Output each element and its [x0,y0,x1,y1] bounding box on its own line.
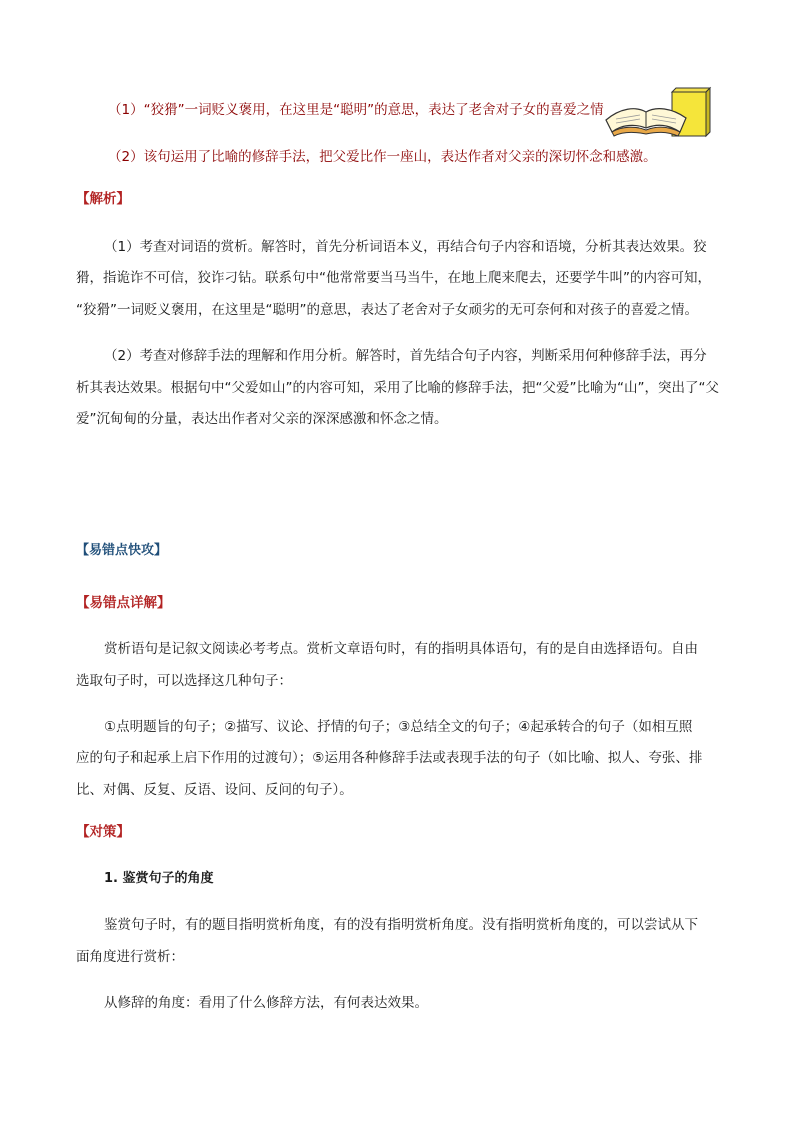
strategy-heading: 【对策】 [76,824,130,840]
intro-line-1: 赏析语句是记叙文阅读必考考点。赏析文章语句时，有的指明具体语句，有的是自由选择语句。自由 [104,641,698,657]
rhetoric-line: 从修辞的角度：看用了什么修辞方法，有何表达效果。 [104,995,428,1011]
analysis-heading: 【解析】 [76,191,130,207]
analysis-p2-line-3: 爱”沉甸甸的分量，表达出作者对父亲的深深感激和怀念之情。 [76,411,448,427]
open-book-icon [602,86,714,142]
types-line-2: 应的句子和起承上启下作用的过渡句）；⑤运用各种修辞手法或表现手法的句子（如比喻、拟人、夸张、排 [76,750,703,766]
angle-sub-heading: 1. 鉴赏句子的角度 [104,871,214,886]
analysis-p2-line-2: 析其表达效果。根据句中“父爱如山”的内容可知，采用了比喻的修辞手法，把“父爱”比喻为“山”，突出了“父 [76,380,719,396]
analysis-p1-line-2: 猾，指诡诈不可信，狡诈刁钻。联系句中“他常常要当马当牛，在地上爬来爬去，还要学牛叫”的内容可知， [76,270,711,286]
answer-line-2: （2）该句运用了比喻的修辞手法，把父爱比作一座山，表达作者对父亲的深切怀念和感激。 [108,149,657,165]
types-line-3: 比、对偶、反复、反语、设问、反问的句子）。 [76,782,353,798]
section-heading-quick: 【易错点快攻】 [76,543,168,558]
analysis-p2-line-1: （2）考查对修辞手法的理解和作用分析。解答时，首先结合句子内容，判断采用何种修辞手法，再分 [104,348,707,364]
types-line-1: ①点明题旨的句子；②描写、议论、抒情的句子；③总结全文的句子；④起承转合的句子（如相互照 [104,719,693,735]
angle-line-1: 鉴赏句子时，有的题目指明赏析角度，有的没有指明赏析角度。没有指明赏析角度的，可以尝试从下 [104,917,698,933]
section-heading-detail: 【易错点详解】 [76,595,171,611]
analysis-p1-line-1: （1）考查对词语的赏析。解答时，首先分析词语本义，再结合句子内容和语境，分析其表达效果。狡 [104,239,707,255]
intro-line-2: 选取句子时，可以选择这几种句子： [76,673,292,689]
angle-line-2: 面角度进行赏析： [76,949,184,965]
analysis-p1-line-3: “狡猾”一词贬义褒用，在这里是“聪明”的意思，表达了老舍对子女顽劣的无可奈何和对孩子的喜爱之情。 [76,302,698,318]
answer-line-1: （1）“狡猾”一词贬义褒用，在这里是“聪明”的意思，表达了老舍对子女的喜爱之情 [108,102,604,118]
